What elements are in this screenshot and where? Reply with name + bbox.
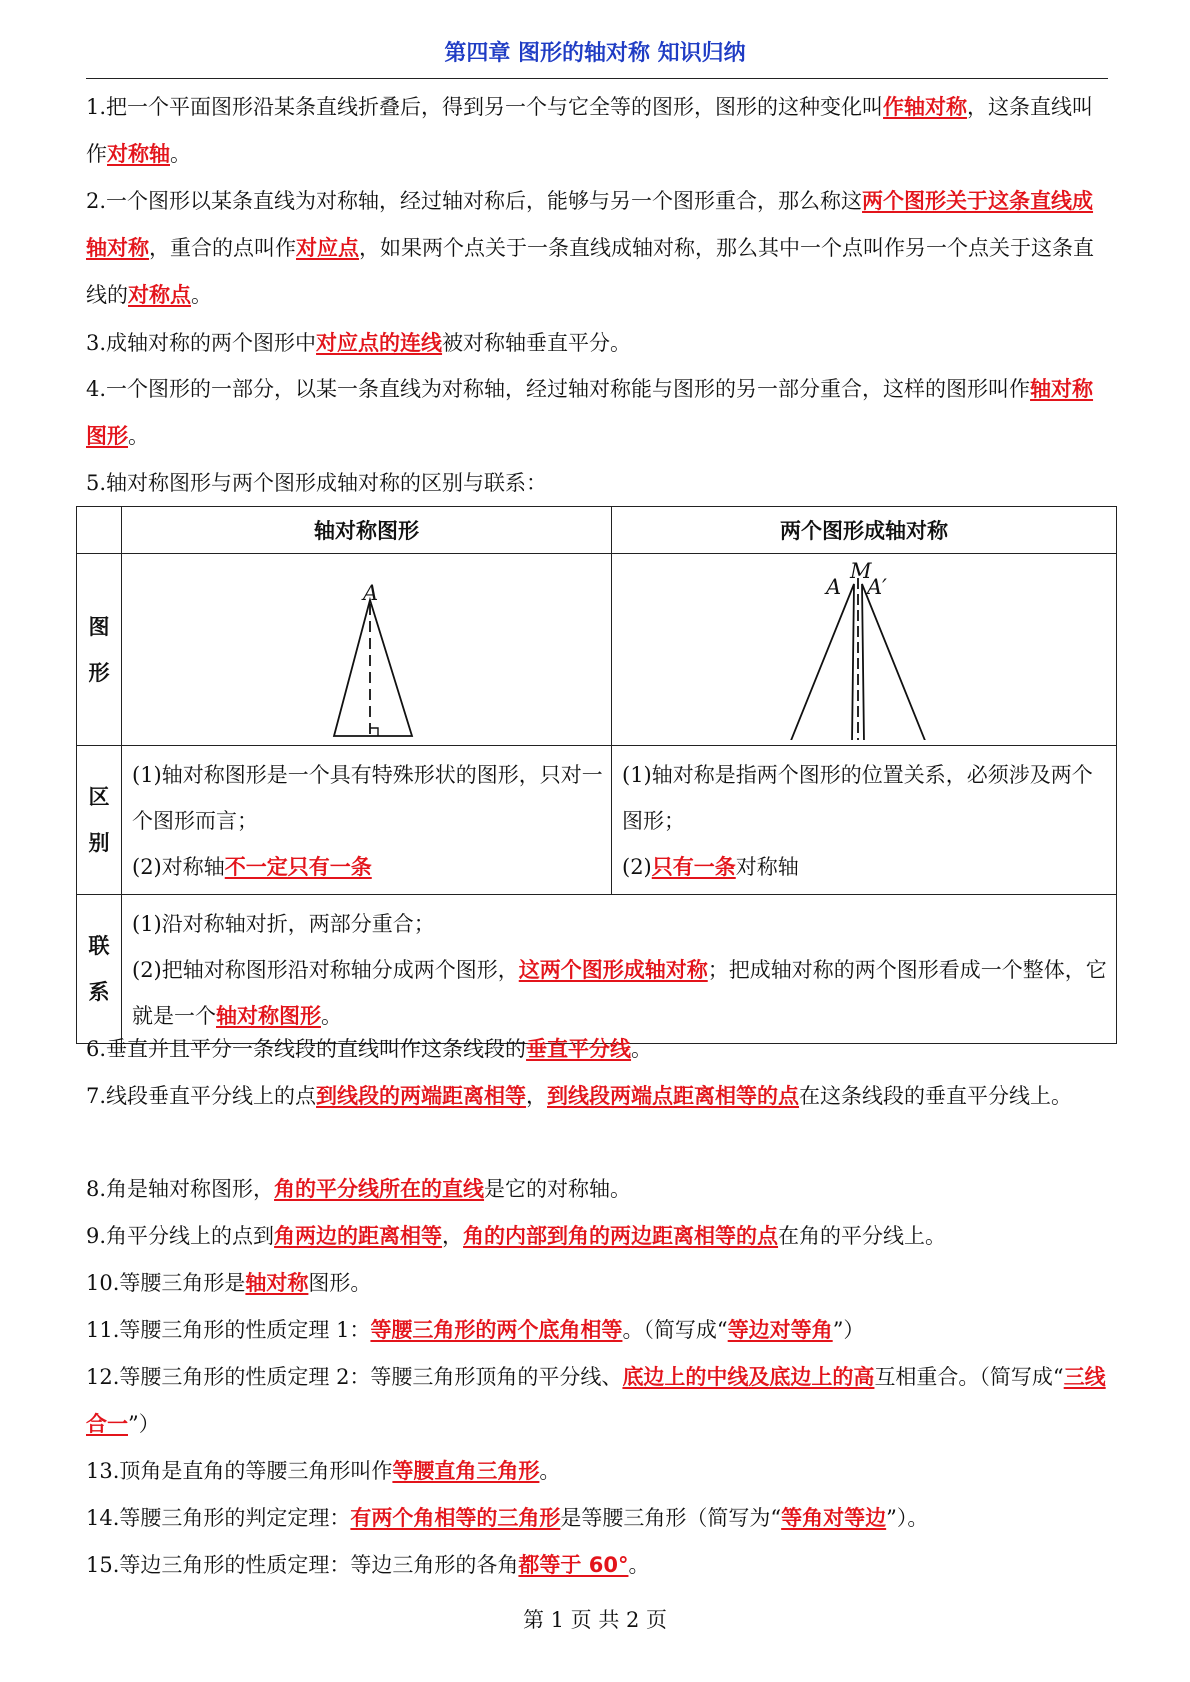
label-b xyxy=(320,739,336,740)
page-footer: 第 1 页 共 2 页 xyxy=(522,1608,668,1632)
item-6: 6.垂直并且平分一条线段的直线叫作这条线段的垂直平分线。 xyxy=(86,1037,653,1061)
col-header-two-figures: 两个图形成轴对称 xyxy=(612,507,1117,554)
page-title: 第四章 图形的轴对称 知识归纳 xyxy=(444,41,746,66)
triangle-abc xyxy=(334,600,412,736)
item-10: 10.等腰三角形是轴对称图形。 xyxy=(86,1271,372,1295)
label-a-prime: A′ xyxy=(867,575,887,599)
triangle-abc xyxy=(790,584,854,740)
difference-two-figures: (1)轴对称是指两个图形的位置关系，必须涉及两个图形； (2)只有一条对称轴 xyxy=(612,746,1117,895)
item-5: 5.轴对称图形与两个图形成轴对称的区别与联系： xyxy=(86,471,548,495)
triangle-diagram xyxy=(122,554,612,740)
difference-axial-figure: (1)轴对称图形是一个具有特殊形状的图形，只对一个图形而言； (2)对称轴不一定只有一条 xyxy=(122,746,612,895)
triangle-a2b2c2 xyxy=(862,584,926,740)
title-divider xyxy=(86,78,1108,79)
item-9: 9.角平分线上的点到角两边的距离相等，角的内部到角的两边距离相等的点在角的平分线上。 xyxy=(86,1224,947,1248)
item-3: 3.成轴对称的两个图形中对应点的连线被对称轴垂直平分。 xyxy=(86,331,632,355)
item-14: 14.等腰三角形的判定定理：有两个角相等的三角形是等腰三角形（简写为“等角对等边”）。 xyxy=(86,1506,929,1530)
item-1: 1.把一个平面图形沿某条直线折叠后，得到另一个与它全等的图形，图形的这种变化叫作轴对称，这条直线叫作对称轴。 xyxy=(86,95,1094,166)
figure-two-triangles xyxy=(612,554,1117,746)
table-corner xyxy=(77,507,122,554)
row-header-figure: 图形 xyxy=(77,554,122,746)
item-4: 4.一个图形的一部分，以某一条直线为对称轴，经过轴对称能与图形的另一部分重合，这样的图形叫作轴对称图形。 xyxy=(86,377,1094,448)
right-angle-mark xyxy=(370,728,378,736)
item-2: 2.一个图形以某条直线为对称轴，经过轴对称后，能够与另一个图形重合，那么称这两个图形关于这条直线成轴对称，重合的点叫作对应点，如果两个点关于一条直线成轴对称，那么其中一个点叫作另一个点关于这条直线的对称点。 xyxy=(86,189,1094,307)
connection-cell: (1)沿对称轴对折，两部分重合； (2)把轴对称图形沿对称轴分成两个图形，这两个图形成轴对称；把成轴对称的两个图形看成一个整体，它就是一个轴对称图形。 xyxy=(122,895,1117,1044)
label-m: M xyxy=(850,559,872,583)
figure-isosceles-triangle xyxy=(122,554,612,746)
row-header-connection: 联系 xyxy=(77,895,122,1044)
item-11: 11.等腰三角形的性质定理 1：等腰三角形的两个底角相等。（简写成“等边对等角”） xyxy=(86,1318,865,1342)
col-header-axial-figure: 轴对称图形 xyxy=(122,507,612,554)
item-13: 13.顶角是直角的等腰三角形叫作等腰直角三角形。 xyxy=(86,1459,561,1483)
label-d xyxy=(357,737,375,740)
label-a: A xyxy=(363,581,379,605)
item-12: 12.等腰三角形的性质定理 2：等腰三角形顶角的平分线、底边上的中线及底边上的高互相重合。（简写成“三线合一”） xyxy=(86,1365,1106,1436)
two-triangles-diagram xyxy=(612,554,1117,740)
row-header-difference: 区别 xyxy=(77,746,122,895)
comparison-table xyxy=(76,506,1117,1044)
label-a: A xyxy=(826,575,842,599)
item-15: 15.等边三角形的性质定理：等边三角形的各角都等于 60°。 xyxy=(86,1553,650,1577)
item-8: 8.角是轴对称图形，角的平分线所在的直线是它的对称轴。 xyxy=(86,1177,632,1201)
item-7: 7.线段垂直平分线上的点到线段的两端距离相等，到线段两端点距离相等的点在这条线段的垂直平分线上。 xyxy=(86,1084,1073,1108)
